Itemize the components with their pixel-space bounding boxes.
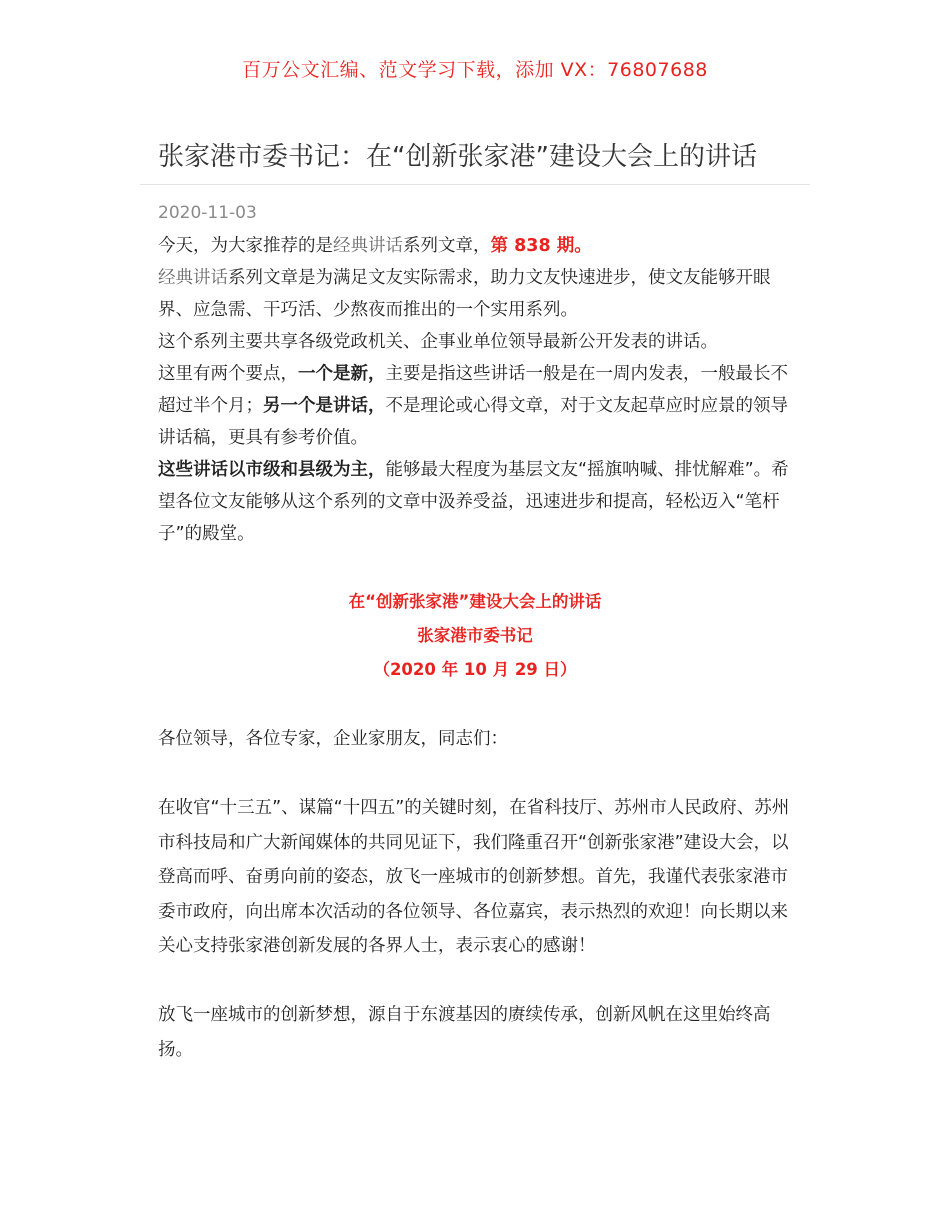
speech-paragraph-2: 放飞一座城市的创新梦想，源自于东渡基因的赓续传承，创新风帆在这里始终高扬。 <box>158 1005 771 1060</box>
intro-paragraph-1: 今天，为大家推荐的是经典讲话系列文章，第 838 期。 <box>158 236 592 256</box>
article-title: 张家港市委书记：在“创新张家港”建设大会上的讲话 <box>158 142 757 172</box>
speech-date: （2020 年 10 月 29 日） <box>373 660 577 679</box>
series-name: 经典讲话 <box>333 236 403 256</box>
intro-paragraph-4: 这里有两个要点，一个是新，主要是指这些讲话一般是在一周内发表，一般最长不超过半个月；另一个是讲话，不是理论或心得文章，对于文友起草应时应景的领导讲话稿，更具有参考价值。 <box>158 364 788 448</box>
promo-banner: 百万公文汇编、范文学习下载，添加 VX：76807688 <box>242 59 708 81</box>
speech-salutation: 各位领导，各位专家，企业家朋友，同志们： <box>158 729 508 749</box>
speech-heading-block <box>0 585 950 687</box>
speech-title: 在“创新张家港”建设大会上的讲话 <box>348 592 602 611</box>
article-date: 2020-11-03 <box>158 203 257 223</box>
intro-section <box>158 230 794 550</box>
speech-paragraph-1: 在收官“十三五”、谋篇“十四五”的关键时刻，在省科技厅、苏州市人民政府、苏州市科技局和广大新闻媒体的共同见证下，我们隆重召开“创新张家港”建设大会，以登高而呼、奋勇向前的姿态，放飞一座城市的创新梦想。首先，我谨代表张家港市委市政府，向出席本次活动的各位领导、各位嘉宾，表示热烈的欢迎！向长期以来关心支持张家港创新发展的各界人士，表示衷心的感谢！ <box>158 798 790 956</box>
issue-number: 第 838 期。 <box>490 236 592 256</box>
series-name: 经典讲话 <box>158 268 228 288</box>
intro-paragraph-5: 这些讲话以市级和县级为主，能够最大程度为基层文友“摇旗呐喊、排忧解难”。希望各位文友能够从这个系列的文章中汲养受益，迅速进步和提高，轻松迈入“笔杆子”的殿堂。 <box>158 460 789 544</box>
speech-speaker: 张家港市委书记 <box>417 626 533 645</box>
title-divider <box>140 184 810 185</box>
intro-paragraph-3: 这个系列主要共享各级党政机关、企事业单位领导最新公开发表的讲话。 <box>158 332 718 352</box>
intro-paragraph-2: 经典讲话系列文章是为满足文友实际需求，助力文友快速进步，使文友能够开眼界、应急需、干巧活、少熬夜而推出的一个实用系列。 <box>158 268 771 320</box>
